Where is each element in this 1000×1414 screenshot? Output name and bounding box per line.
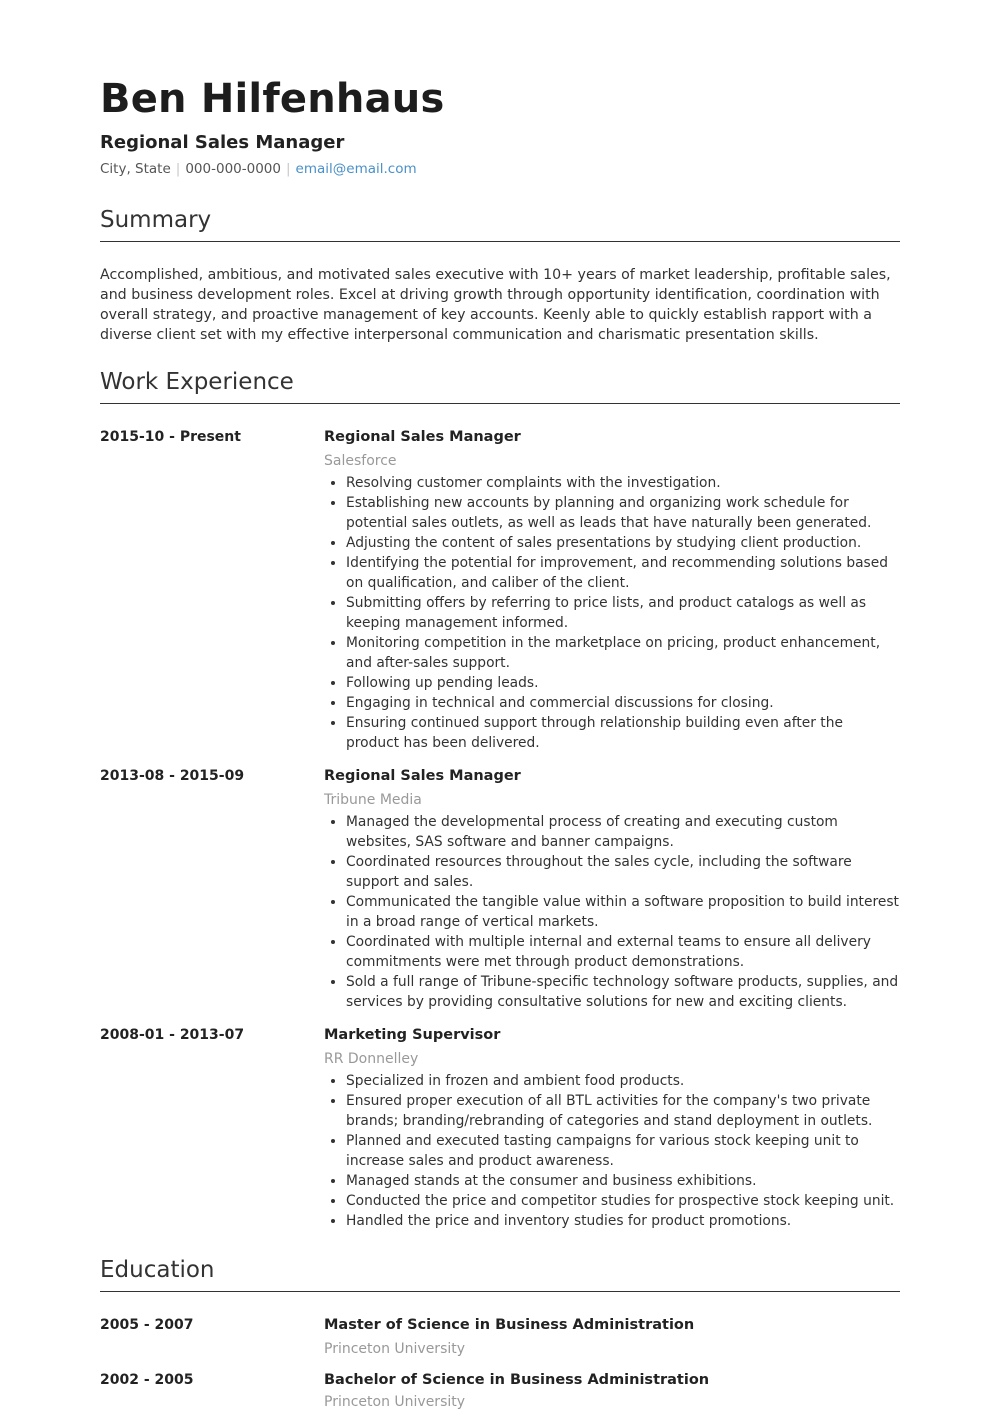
education-school: Princeton University — [324, 1341, 466, 1357]
education-degree: Master of Science in Business Administration — [324, 1317, 695, 1333]
job-dates: 2015-10 - Present — [100, 429, 241, 445]
education-heading: Education — [100, 1256, 900, 1292]
summary-text: Accomplished, ambitious, and motivated sales executive with 10+ years of market leadership, profitable sales, and business development roles. Excel at driving growth through opportunity identification, coordination with overall strategy, and proactive management of key accounts. Keenly able to quickly establish rapport with a diverse client set with my effective interpersonal communication and charismatic presentation skills. — [100, 267, 891, 343]
job-company: Salesforce — [324, 453, 397, 469]
job-bullet: • Communicated the tangible value within a software proposition to build interest in a broad range of vertical markets. — [346, 892, 900, 932]
job-details — [324, 427, 900, 753]
education-degree: Bachelor of Science in Business Administration — [324, 1372, 710, 1388]
candidate-role: Regional Sales Manager — [100, 132, 345, 153]
job-details — [324, 1025, 900, 1231]
job-dates: 2013-08 - 2015-09 — [100, 768, 245, 784]
job-bullet: • Adjusting the content of sales presentations by studying client production. — [346, 533, 900, 553]
contact-email-link[interactable]: email@email.com — [295, 161, 417, 177]
job-bullet: • Conducted the price and competitor studies for prospective stock keeping unit. — [346, 1191, 900, 1211]
education-dates: 2005 - 2007 — [100, 1317, 194, 1333]
candidate-name: Ben Hilfenhaus — [100, 76, 445, 122]
job-bullet: • Managed stands at the consumer and business exhibitions. — [346, 1171, 900, 1191]
contact-separator: | — [285, 161, 291, 177]
job-bullet: • Establishing new accounts by planning and organizing work schedule for potential sales outlets, as well as leads that have naturally been generated. — [346, 493, 900, 533]
job-company: RR Donnelley — [324, 1051, 419, 1067]
education-school: Princeton University — [324, 1394, 466, 1410]
job-bullet: • Handled the price and inventory studies for product promotions. — [346, 1211, 900, 1231]
job-bullet: • Resolving customer complaints with the investigation. — [346, 473, 900, 493]
job-bullets — [324, 473, 900, 753]
contact-phone: 000-000-0000 — [185, 161, 281, 177]
job-bullet: • Managed the developmental process of creating and executing custom websites, SAS software and banner campaigns. — [346, 812, 900, 852]
contact-location: City, State — [100, 161, 171, 177]
job-bullet: • Identifying the potential for improvement, and recommending solutions based on qualification, and caliber of the client. — [346, 553, 900, 593]
job-bullet: • Ensured proper execution of all BTL activities for the company's two private brands; branding/rebranding of categories and stand deployment in outlets. — [346, 1091, 900, 1131]
contact-separator: | — [175, 161, 181, 177]
education-details — [324, 1370, 900, 1414]
job-dates: 2008-01 - 2013-07 — [100, 1027, 245, 1043]
job-company: Tribune Media — [324, 792, 422, 808]
job-bullet: • Coordinated resources throughout the sales cycle, including the software support and sales. — [346, 852, 900, 892]
job-title: Regional Sales Manager — [324, 429, 521, 445]
job-bullet: • Coordinated with multiple internal and external teams to ensure all delivery commitments were met through product demonstrations. — [346, 932, 900, 972]
job-bullets — [324, 1071, 900, 1231]
contact-line — [100, 160, 417, 178]
job-bullet: • Monitoring competition in the marketplace on pricing, product enhancement, and after-sales support. — [346, 633, 900, 673]
job-title: Regional Sales Manager — [324, 768, 521, 784]
job-bullets — [324, 812, 900, 1012]
summary-heading: Summary — [100, 206, 900, 242]
job-bullet: • Ensuring continued support through relationship building even after the product has been delivered. — [346, 713, 900, 753]
job-bullet: • Planned and executed tasting campaigns for various stock keeping unit to increase sales and product awareness. — [346, 1131, 900, 1171]
job-bullet: • Sold a full range of Tribune-specific technology software products, supplies, and services by providing consultative solutions for new and exciting clients. — [346, 972, 900, 1012]
job-details — [324, 766, 900, 1012]
education-details — [324, 1315, 900, 1361]
job-bullet: • Submitting offers by referring to price lists, and product catalogs as well as keeping management informed. — [346, 593, 900, 633]
work-experience-heading: Work Experience — [100, 368, 900, 404]
job-bullet: • Engaging in technical and commercial discussions for closing. — [346, 693, 900, 713]
job-bullet: • Specialized in frozen and ambient food products. — [346, 1071, 900, 1091]
job-title: Marketing Supervisor — [324, 1027, 501, 1043]
job-bullet: • Following up pending leads. — [346, 673, 900, 693]
education-dates: 2002 - 2005 — [100, 1372, 194, 1388]
